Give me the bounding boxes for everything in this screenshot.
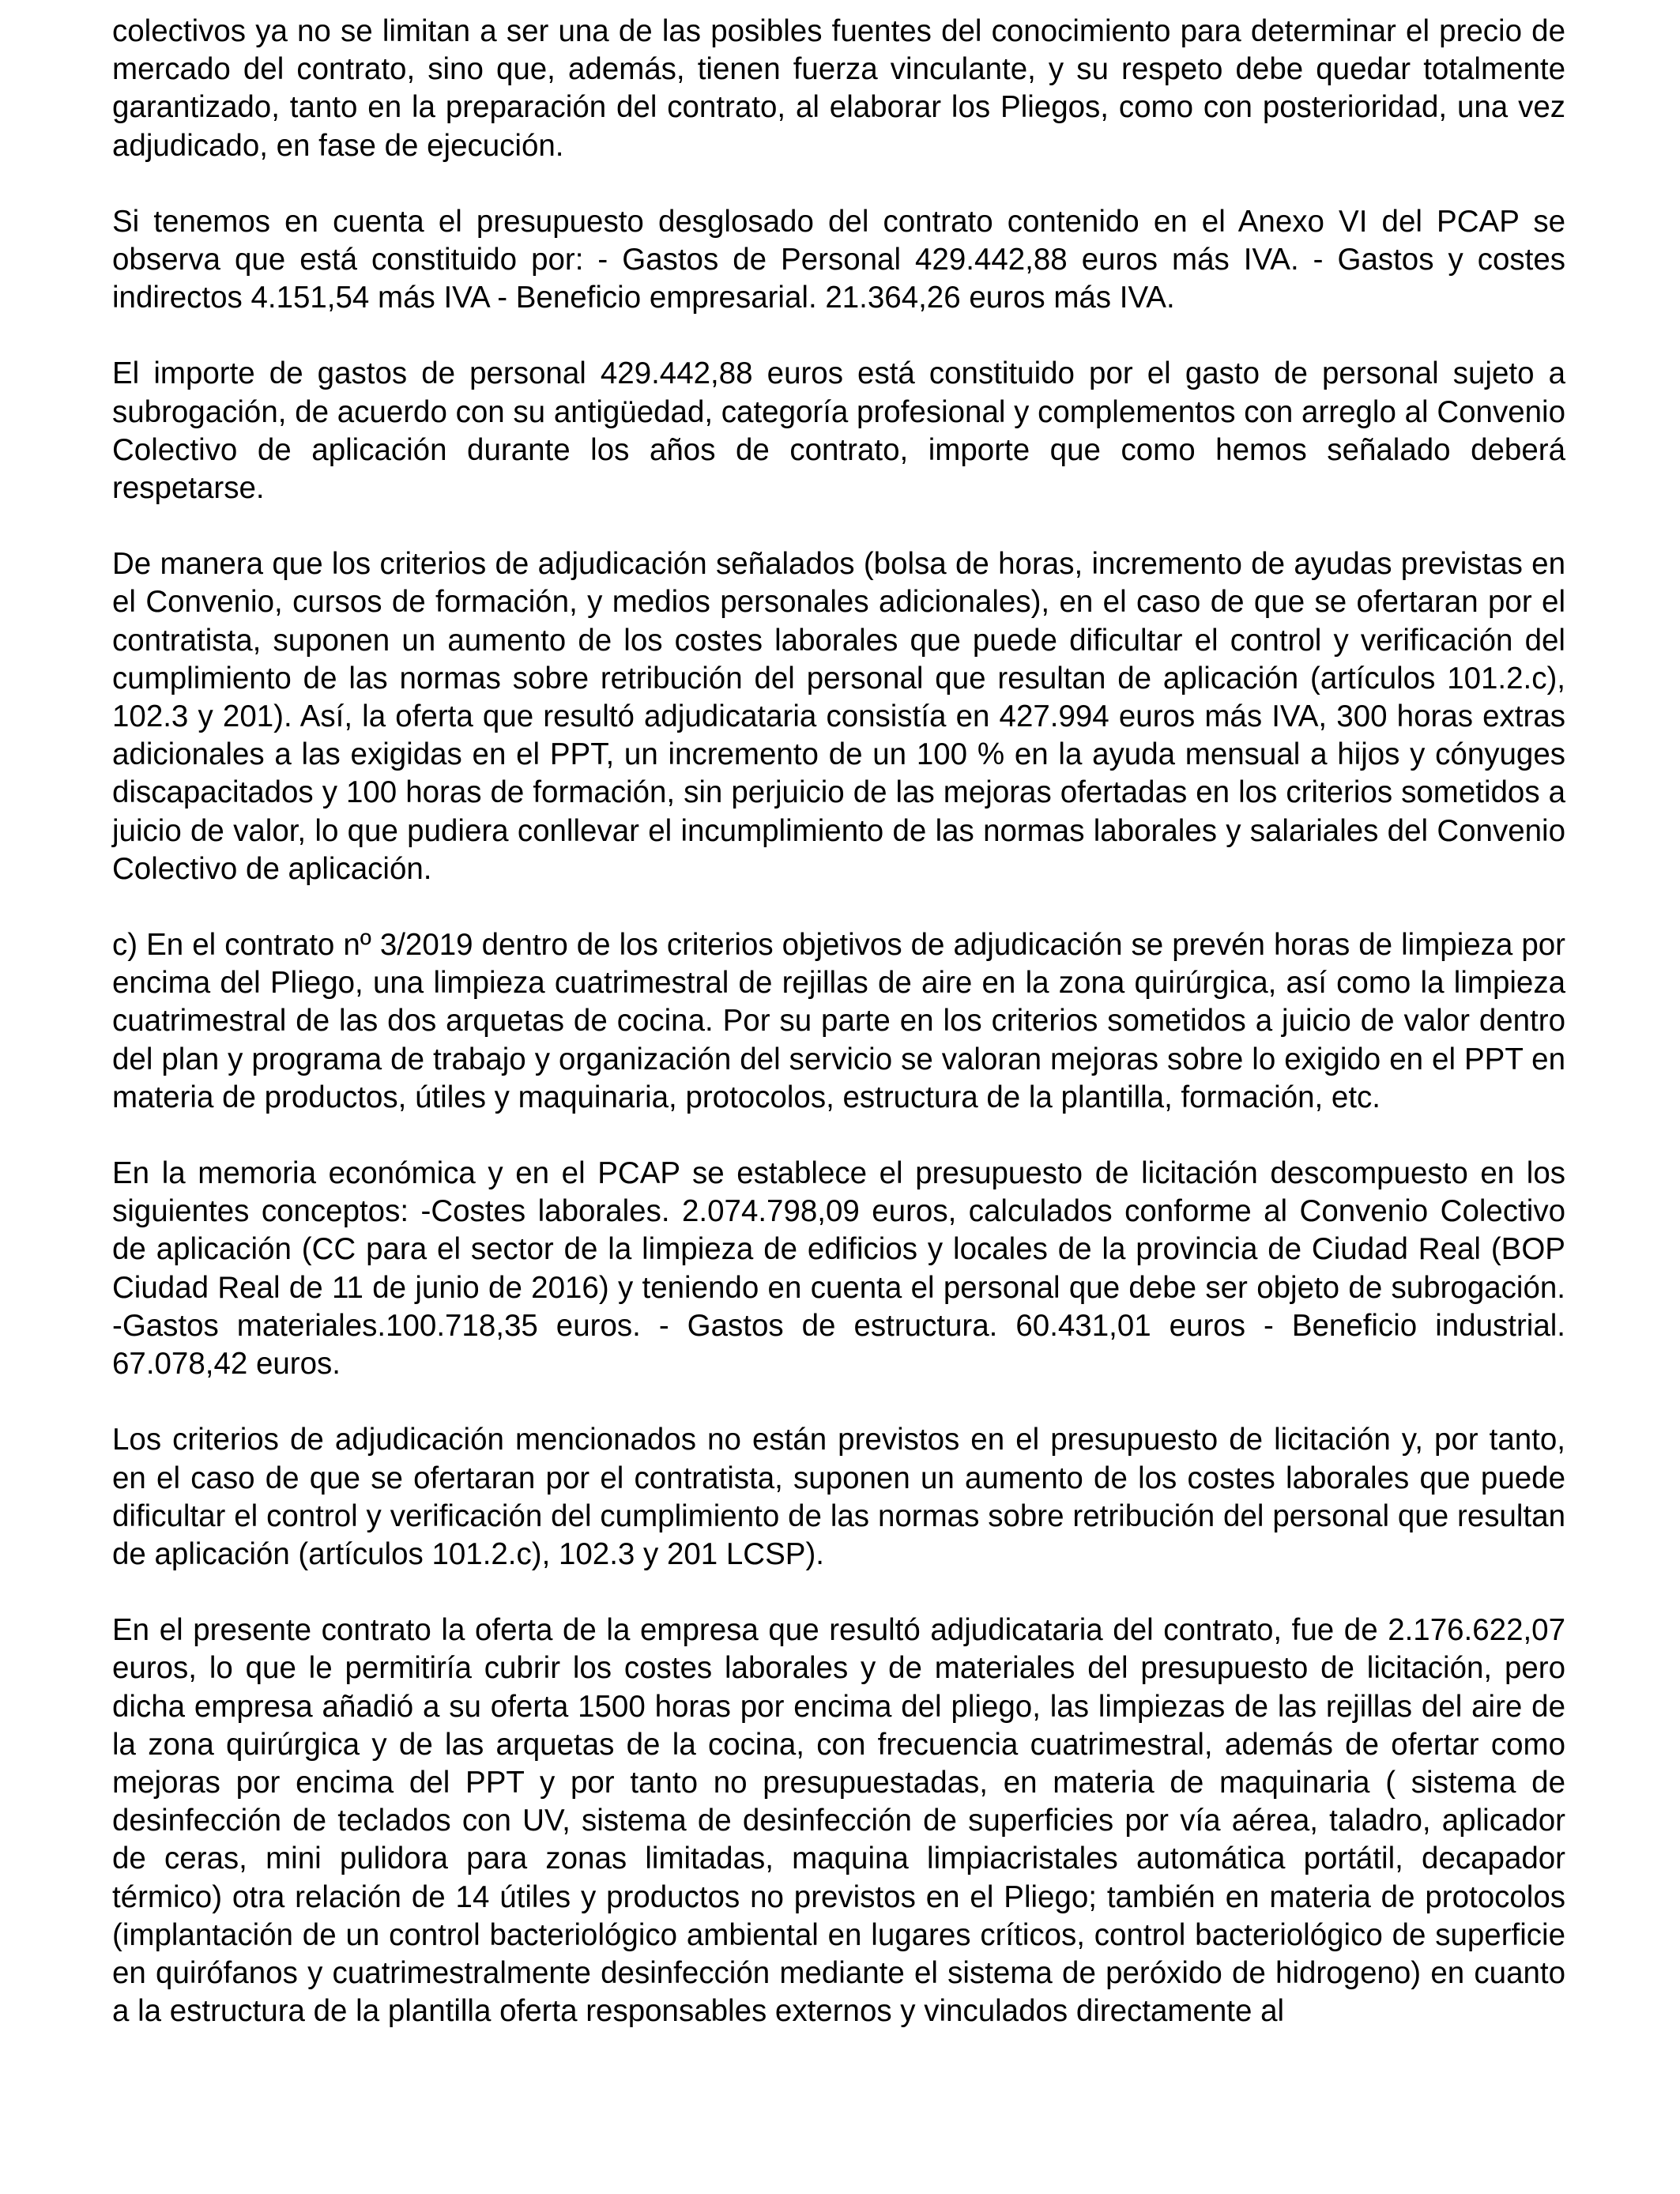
paragraph-oferta-adjudicataria: En el presente contrato la oferta de la empresa que resultó adjudicataria del contrato, fue de 2.176.622,07 euros, lo que le permitiría cubrir los costes laborales y de materiales del presupuesto de licitación, pero dicha empresa añadió a su oferta 1500 horas por encima del pliego, las limpiezas de las rejillas del aire de la zona quirúrgica y de las arquetas de la cocina, con frecuencia cuatrimestral, además de ofertar como mejoras por encima del PPT y por tanto no presupuestadas, en materia de maquinaria ( sistema de desinfección de teclados con UV, sistema de desinfección de superficies por vía aérea, taladro, aplicador de ceras, mini pulidora para zonas limitadas, maquina limpiacristales automática portátil, decapador térmico) otra relación de 14 útiles y productos no previstos en el Pliego; también en materia de protocolos (implantación de un control bacteriológico ambiental en lugares críticos, control bacteriológico de superficie en quirófanos y cuatrimestralmente desinfección mediante el sistema de peróxido de hidrogeno) en cuanto a la estructura de la plantilla oferta responsables externos y vinculados directamente al xyxy=(112,1613,1565,2029)
paragraph-presupuesto-anexo-vi: Si tenemos en cuenta el presupuesto desglosado del contrato contenido en el Anexo VI del PCAP se observa que está constituido por: - Gastos de Personal 429.442,88 euros más IVA. - Gastos y costes indirectos 4.151,54 más IVA - Beneficio empresarial. 21.364,26 euros más IVA. xyxy=(112,204,1565,315)
paragraph-criterios-no-previstos: Los criterios de adjudicación mencionados no están previstos en el presupuesto de licitación y, por tanto, en el caso de que se ofertaran por el contratista, suponen un aumento de los costes laborales que puede dificultar el control y verificación del cumplimiento de las normas sobre retribución del personal que resultan de aplicación (artículos 101.2.c), 102.3 y 201 LCSP). xyxy=(112,1423,1565,1571)
paragraph-criterios-adjudicacion: De manera que los criterios de adjudicación señalados (bolsa de horas, incremento de ayudas previstas en el Convenio, cursos de formación, y medios personales adicionales), en el caso de que se ofertaran por el contratista, suponen un aumento de los costes laborales que puede dificultar el control y verificación del cumplimiento de las normas sobre retribución del personal que resultan de aplicación (artículos 101.2.c), 102.3 y 201). Así, la oferta que resultó adjudicataria consistía en 427.994 euros más IVA, 300 horas extras adicionales a las exigidas en el PPT, un incremento de un 100 % en la ayuda mensual a hijos y cónyuges discapacitados y 100 horas de formación, sin perjuicio de las mejoras ofertadas en los criterios sometidos a juicio de valor, lo que pudiera conllevar el incumplimiento de las normas laborales y salariales del Convenio Colectivo de aplicación. xyxy=(112,547,1565,886)
paragraph-memoria-economica: En la memoria económica y en el PCAP se establece el presupuesto de licitación descompuesto en los siguientes conceptos: -Costes laborales. 2.074.798,09 euros, calculados conforme al Convenio Colectivo de aplicación (CC para el sector de la limpieza de edificios y locales de la provincia de Ciudad Real (BOP Ciudad Real de 11 de junio de 2016) y teniendo en cuenta el personal que debe ser objeto de subrogación. -Gastos materiales.100.718,35 euros. - Gastos de estructura. 60.431,01 euros - Beneficio industrial. 67.078,42 euros. xyxy=(112,1156,1565,1382)
paragraph-gastos-personal: El importe de gastos de personal 429.442,88 euros está constituido por el gasto de personal sujeto a subrogación, de acuerdo con su antigüedad, categoría profesional y complementos con arreglo al Convenio Colectivo de aplicación durante los años de contrato, importe que como hemos señalado deberá respetarse. xyxy=(112,356,1565,506)
paragraph-contrato-3-2019: c) En el contrato nº 3/2019 dentro de los criterios objetivos de adjudicación se prevén horas de limpieza por encima del Pliego, una limpieza cuatrimestral de rejillas de aire en la zona quirúrgica, así como la limpieza cuatrimestral de las dos arquetas de cocina. Por su parte en los criterios sometidos a juicio de valor dentro del plan y programa de trabajo y organización del servicio se valoran mejoras sobre lo exigido en el PPT en materia de productos, útiles y maquinaria, protocolos, estructura de la plantilla, formación, etc. xyxy=(112,928,1565,1114)
paragraph-convenio-vinculante: colectivos ya no se limitan a ser una de las posibles fuentes del conocimiento para determinar el precio de mercado del contrato, sino que, además, tienen fuerza vinculante, y su respeto debe quedar totalmente garantizado, tanto en la preparación del contrato, al elaborar los Pliegos, como con posterioridad, una vez adjudicado, en fase de ejecución. xyxy=(112,14,1565,163)
